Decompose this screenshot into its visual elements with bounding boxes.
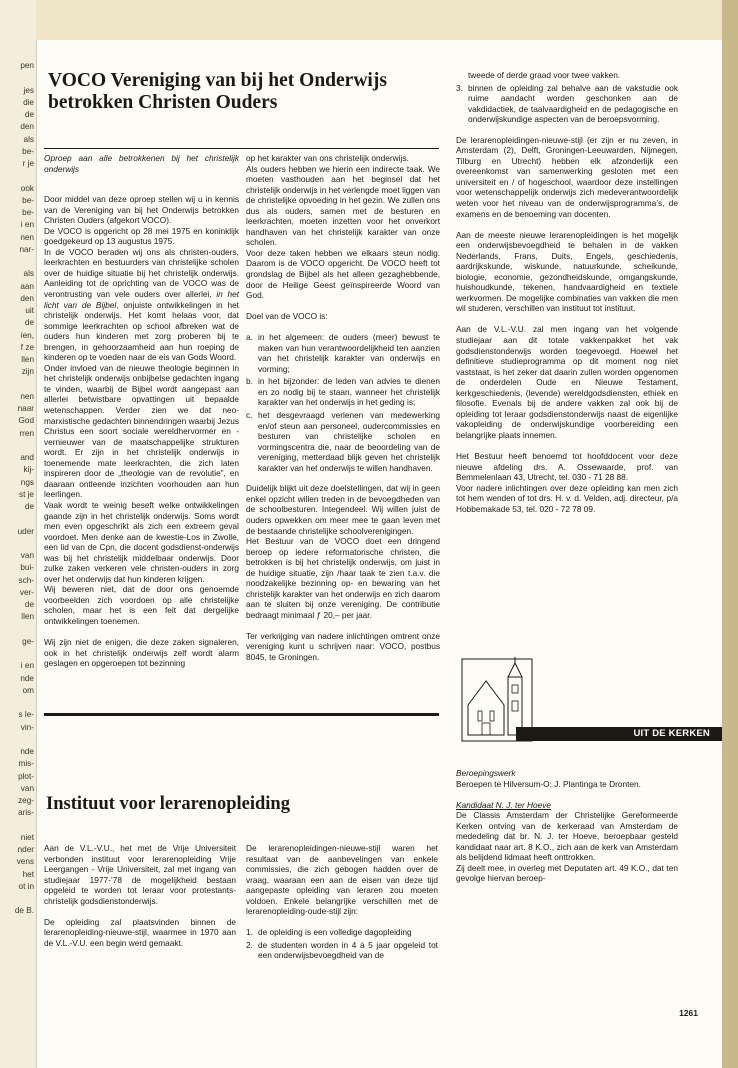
instituut-column-2	[246, 843, 438, 963]
margin-fragment: vin-	[20, 722, 34, 732]
voco-subtitle: Oproep aan alle betrokkenen bij het christelijk onderwijs	[44, 153, 239, 174]
margin-fragment: jes	[23, 85, 34, 95]
right-paragraph: Aan de V.L.-V.U. zal men ingang van het volgende studiejaar aan dit totale vakkenpakket het vak godsdienstonderwijs worden toegevoegd. Hoewel het definitieve studieprogramma op dit moment nog niet vaststaat, is het zeker dat daarin zullen worden opgenomen de onderdelen Oude en Nieuwe Testament, kerkgeschiedenis, (levende) wereldgodsdiensten, ethiek en filosofie. Evenals bij de andere vakken zal ook bij de opleiding tot leraar godsdienstonderwijs naast de eigenlijke vakopleiding de onderwijskundige voorbereiding een belangrijke plaats innemen.	[456, 324, 678, 440]
voco-paragraph: Wij zijn niet de enigen, die deze zaken signaleren, ook in het christelijk onderwijs zelf wordt alarm geslagen en opgeroepen tot bezinning	[44, 637, 239, 669]
margin-fragment: be-	[22, 195, 34, 205]
margin-fragment: niet	[20, 832, 34, 842]
instituut-paragraph: Aan de V.L.-V.U., het met de Vrije Universiteit verbonden instituut voor lerarenopleiding Vrije Leergangen - Vrije Universiteit, zal met ingang van studiejaar 1977-’78 de mogelijkheid bestaan opgeleid te worden tot leraar voor protestants-christelijk godsdienstonderwijs.	[44, 843, 236, 906]
margin-fragment: nar-	[19, 244, 34, 254]
margin-fragment: nen	[20, 391, 34, 401]
margin-fragment: God	[18, 416, 34, 426]
margin-fragment: st je	[18, 489, 34, 499]
instituut-paragraph: De lerarenopleidingen-nieuwe-stijl waren het resultaat van de aanbevelingen van enkele commissies, die zich gebogen hadden over de vraag, waaraan een aan de eisen van deze tijd aangepaste opleiding van leraren zou moeten voldoen. Enkele belangrijke verschillen met de lerarenopleiding-oude-stijl zijn:	[246, 843, 438, 917]
right-paragraph: De lerarenopleidingen-nieuwe-stijl (er zijn er nu zeven, in Amsterdam (2), Delft, Groningen-Leeuwarden, Nijmegen, Tilburg en Utrecht) hebben elk afzonderlijk een overeenkomst van samenwerking gesloten met een universiteit en / of hogeschool, waardoor deze instellingen voor wetenschappelijk onderwijs zich medeverantwoordelijk weten voor het niveau van de onderwijsprogramma’s, de examens en de benoeming van docenten.	[456, 134, 678, 219]
margin-fragment: be-	[22, 146, 34, 156]
margin-fragment: als	[23, 134, 34, 144]
voco-paragraph: Voor deze taken hebben we elkaars steun nodig. Daarom is de VOCO opgericht. De VOCO heeft tot grondslag de Bijbel als het alleen gezaghebbende, door de Heilige Geest geïnspireerde Woord van God.	[246, 247, 440, 301]
list-item-text: de studenten worden in 4 à 5 jaar opgeleid tot een onderwijsbevoegdheid van de	[258, 939, 438, 961]
list-item-label: c.	[246, 410, 253, 421]
voco-title-rule	[44, 148, 439, 149]
margin-fragment: zeg-	[18, 796, 34, 805]
right-list	[456, 70, 678, 125]
margin-fragment: vens	[16, 857, 34, 867]
right-column	[456, 70, 678, 514]
binding-edge	[722, 0, 738, 1068]
margin-fragment	[0, 820, 34, 832]
margin-fragment: sch-	[18, 575, 34, 585]
margin-fragment: i en	[20, 220, 34, 230]
margin-fragment	[0, 440, 34, 452]
margin-fragment: den	[20, 122, 34, 132]
left-margin-text	[0, 60, 34, 918]
margin-fragment: be-	[22, 208, 34, 217]
margin-fragment: kij-	[23, 465, 34, 475]
instituut-list	[246, 927, 438, 961]
voco-column-2	[246, 153, 440, 663]
doel-list	[246, 332, 440, 473]
margin-fragment: and	[20, 453, 34, 462]
voco-paragraph: Als ouders hebben we hierin een indirecte taak. We moeten vasthouden aan het beginsel dat het christelijk onderwijs in het verlengde moet liggen van de christelijke opvoeding in het gezin. We zullen ons dus als ouders, samen met de besturen en leerkrachten, moeten inzetten voor het onverkort handhaven van het christelijk karakter van onze scholen.	[246, 163, 440, 248]
margin-fragment: ver-	[19, 587, 34, 597]
margin-fragment	[0, 624, 34, 636]
list-item	[246, 410, 440, 473]
voco-paragraph: Door middel van deze oproep stellen wij u in kennis van de Vereniging van bij het Onderwijs betrokken Christen Ouders (afgekort VOCO).	[44, 194, 239, 226]
margin-fragment: zijn	[21, 367, 34, 377]
margin-fragment: s le-	[18, 710, 34, 720]
beroep-heading: Beroepingswerk	[456, 768, 516, 778]
margin-fragment: de B.	[14, 906, 34, 916]
margin-fragment	[0, 648, 34, 660]
margin-fragment	[0, 893, 34, 905]
page-number: 1261	[679, 1008, 698, 1018]
margin-fragment: als	[23, 269, 34, 279]
margin-fragment: uit	[25, 306, 34, 315]
voco-paragraph: Wij beweren niet, dat de door ons genoemde voorbeelden zich voordoen op alle christelijke scholen, maar het is een feit dat dergelijke ontwikkelingen toenemen.	[44, 584, 239, 626]
list-item-label: 3.	[456, 82, 463, 93]
margin-fragment	[0, 734, 34, 746]
list-item-label: 2.	[246, 939, 253, 950]
margin-fragment	[0, 170, 34, 182]
margin-fragment: naar	[17, 404, 34, 413]
voco-end-rule	[44, 713, 439, 716]
list-item	[246, 332, 440, 374]
list-item-text: in het algemeen: de ouders (meer) bewust te maken van hun verantwoordelijkheid ten aanzien van het christelijk karakter van onderwijs en vorming;	[258, 332, 440, 374]
margin-fragment: ngs	[20, 477, 34, 487]
margin-fragment: bui-	[20, 563, 34, 573]
margin-fragment	[0, 697, 34, 709]
kandidaat-heading: Kandidaat N. J. ter Hoeve	[456, 799, 552, 810]
margin-fragment: llen	[21, 612, 34, 622]
margin-fragment: pen	[20, 61, 34, 70]
voco-paragraph: De VOCO is opgericht op 28 mei 1975 en koninklijk goedgekeurd op 13 augustus 1975.	[44, 225, 239, 247]
instituut-column-1	[44, 843, 236, 948]
margin-fragment: ot in	[18, 881, 34, 891]
voco-paragraph: In de VOCO beraden wij ons als christen-ouders, leerkrachten en bestuurders van christelijke scholen over de huidige situatie bij het christelijk onderwijs. Aanleiding tot de oprichting van de VOCO was de verontrusting van vele ouders over allerlei, in het licht van de Bijbel, onjuiste ontwikkelingen in het christelijk onderwijs. Het komt helaas voor, dat sommige leerkrachten op school afbreken wat de ouders hun kinderen met zorg proberen bij te brengen, in gehoorzaamheid aan hun roeping de kinderen op te voeden naar de eis van Gods Woord.	[44, 246, 239, 363]
margin-fragment: den	[20, 293, 34, 303]
margin-fragment: ge-	[22, 636, 34, 646]
margin-fragment: f ze	[20, 342, 34, 352]
margin-fragment	[0, 379, 34, 391]
margin-fragment: nder	[17, 845, 34, 854]
margin-fragment: de	[24, 110, 34, 119]
margin-fragment	[0, 513, 34, 525]
list-item-label: b.	[246, 376, 253, 387]
kerken-column	[456, 768, 678, 884]
list-item	[456, 70, 678, 81]
voco-paragraph: op het karakter van ons christelijk onderwijs.	[246, 153, 409, 163]
margin-fragment	[0, 256, 34, 268]
right-paragraph: Aan de meeste nieuwe lerarenopleidingen is het mogelijk een onderwijsbevoegdheid te behalen in de vakken Nederlands, Frans, Duits, Engels, geschiedenis, aardrijkskunde, wiskunde, natuurkunde, scheikunde, biologie, economie, gezondheidskunde, omgangskunde, huishoudkunde, tekenen, handvaardigheid en textiele werkvormen. De mogelijke combinaties van vakken die men wil studeren, verschillen van instituut tot instituut.	[456, 229, 678, 314]
voco-paragraph: Het Bestuur van de VOCO doet een dringend beroep op iedere reformatorische christen, die betrokken is bij het christelijk onderwijs, om juist in de huidige situatie, zijn /haar taak te zien t.a.v. die noodzakelijke bezinning op- en bewaring van het christelijk karakter van het onderwijs en zich daarom aan te sluiten bij onze vereniging. De contributie bedraagt minimaal ƒ 20,– per jaar.	[246, 536, 440, 620]
uit-de-kerken-banner: UIT DE KERKEN	[516, 727, 722, 741]
list-item-text: tweede of derde graad voor twee vakken.	[468, 70, 621, 80]
list-item-label: 1.	[246, 927, 253, 938]
voco-paragraph: Duidelijk blijkt uit deze doelstellingen, dat wij in geen enkel opzicht willen treden in de bevoegdheden van de schoolbesturen. Integendeel. Wij willen juist de ouders opwekken om meer mee te gaan leven met de bestaande christelijke schoolverenigingen.	[246, 483, 440, 536]
voco-paragraph: Vaak wordt te weinig beseft welke ontwikkelingen gaande zijn in het christelijk onderwijs. Soms wordt men even opgeschrikt als zich een extreem geval voordoet. Men denke aan de kwestie-Los in Zwolle, een lid van de Cpn, die docent godsdienst-onderwijs was bij het christelijk middelbaar onderwijs. Door zulke zaken verkeren vele christen-ouders in zorg over het onderwijs dat hun kinderen krijgen.	[44, 499, 239, 584]
list-item	[246, 376, 440, 408]
kandidaat-text: De Classis Amsterdam der Christelijke Gereformeerde Kerken ontving van de kerkeraad van Amsterdam de mededeling dat br. N. J. ter Hoeve, beroepbaar gesteld kandidaat naar art. 8 K.O., zich aan de kerk van Amsterdam als belijdend lidmaat heeft onttrokken.	[456, 810, 678, 863]
margin-fragment	[0, 72, 34, 84]
list-item	[246, 927, 438, 938]
margin-fragment: nde	[20, 673, 34, 683]
margin-fragment: die	[23, 97, 34, 107]
instituut-paragraph: De opleiding zal plaatsvinden binnen de lerarenopleiding-nieuwe-stijl, waarmee in 1970 aan de V.L.-V.U. een begin werd gemaakt.	[44, 916, 236, 948]
kandidaat-text: Zij deelt mee, in overleg met Deputaten art. 49 K.O., dat ten gevolge hiervan beroep-	[456, 862, 678, 884]
instituut-title: Instituut voor lerarenopleiding	[46, 794, 290, 814]
list-item-label: a.	[246, 332, 253, 343]
margin-fragment: aan	[20, 281, 34, 291]
voco-paragraph: Onder invloed van de nieuwe theologie beginnen in het christelijk onderwijs onbijbelse gedachten ingang te vinden, waarbij de Bijbel wordt aangepast aan allerlei betwistbare opvattingen uit bepaalde wetenschappen. Verder zien we dat neo-marxistische gedachten binnendringen waarbij Jezus Christus een soort sociale wereldhervormer en -vernieuwer van de maatschappelijke strukturen wordt. Er zijn in het christelijk onderwijs in toenemende mate leerkrachten, die zich laten inspireren door de „theologie van de revolutie”, en daaraan ontleende inzichten voorhouden aan hun leerlingen.	[44, 362, 239, 500]
doel-heading: Doel van de VOCO is:	[246, 311, 328, 322]
margin-fragment: van	[20, 783, 34, 793]
margin-fragment: ook	[20, 183, 34, 193]
list-item	[246, 940, 438, 961]
margin-fragment: de	[24, 600, 34, 609]
right-paragraph: Het Bestuur heeft benoemd tot hoofddocent voor deze nieuwe afdeling drs. A. Ossewaarde, prof. van Bemmelenlaan 43, Utrecht, tel. 030 - 71 28 88.	[456, 451, 678, 483]
right-paragraph: Voor nadere inlichtingen over deze opleiding kan men zich tot hem wenden of tot drs. H. v. d. Velden, adj. directeur, p/a Hobbemakade 53, tel. 020 - 72 78 09.	[456, 482, 678, 514]
margin-fragment: uder	[17, 526, 34, 536]
margin-fragment: het	[22, 869, 34, 879]
voco-title: VOCO Vereniging van bij het Onderwijs betrokken Christen Ouders	[48, 70, 387, 113]
list-item-text: binnen de opleiding zal behalve aan de vakstudie ook ruime aandacht worden geschonken aan de vakdidactiek, de taalvaardigheid en de pedagogische en onderwijskundige aspecten van de beroepsvorming.	[468, 82, 678, 125]
margin-fragment: plot-	[18, 771, 34, 781]
voco-column-1	[44, 153, 239, 669]
list-item	[456, 83, 678, 125]
list-item-text: het desgevraagd verlenen van medewerking en/of steun aan personeel, oudercommissies en besturen van christelijke scholen en vormingscentra die, naar de beoordeling van de vereniging, metterdaad blijk geven het christelijk karakter van het onderwijs te willen handhaven.	[258, 410, 440, 473]
top-shadow	[36, 0, 722, 40]
margin-fragment: rren	[19, 428, 34, 438]
margin-fragment	[0, 538, 34, 550]
margin-fragment: aris-	[18, 808, 34, 818]
voco-paragraph: Ter verkrijging van nadere inlichtingen omtrent onze vereniging kunt u schrijven naar: VOCO, postbus 8045, te Groningen.	[246, 630, 440, 663]
list-item-text: de opleiding is een volledige dagopleiding	[258, 927, 412, 938]
list-item-text: in het bijzonder: de leden van advies te dienen en zo nodig bij te staan, wanneer het christelijk karakter van het onderwijs in het geding is;	[258, 376, 440, 408]
margin-fragment: i en	[20, 661, 34, 671]
margin-fragment: llen	[21, 355, 34, 364]
margin-fragment: de	[24, 502, 34, 511]
margin-fragment: r je	[22, 159, 34, 168]
margin-fragment: mis-	[18, 759, 34, 769]
margin-fragment: van	[20, 551, 34, 560]
margin-fragment: de	[24, 318, 34, 328]
margin-fragment: nen	[20, 232, 34, 242]
margin-fragment: ien,	[20, 330, 34, 340]
beroep-text: Beroepen te Hilversum-O: J. Plantinga te Dronten.	[456, 778, 641, 789]
margin-fragment: om	[22, 685, 34, 695]
margin-fragment: nde	[20, 747, 34, 756]
